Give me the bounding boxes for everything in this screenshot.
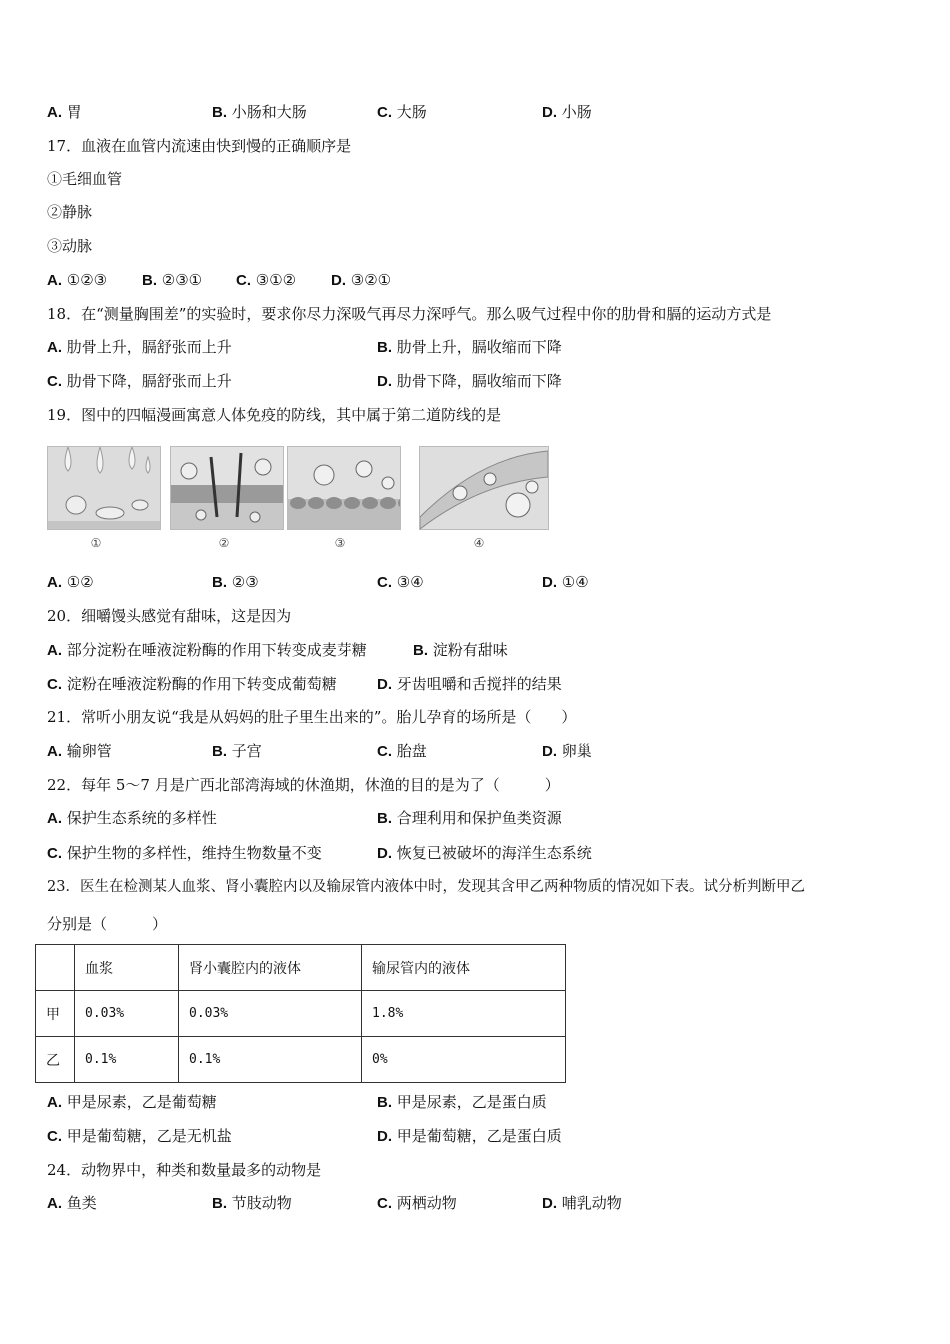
q17-item-3: ③动脉 [47,237,93,255]
q21-stem: 21．常听小朋友说“我是从妈妈的肚子里生出来的”。胎儿孕育的场所是（ ） [47,708,577,726]
q17-item-2: ②静脉 [47,203,93,221]
q19-option-d[interactable]: D. ①④ [542,573,589,591]
table-cell: 0.03% [75,991,179,1037]
q17-option-a[interactable]: A. ①②③ [47,271,108,289]
q18-option-c[interactable]: C. 肋骨下降，膈舒张而上升 [47,372,232,390]
table-cell: 0.03% [179,991,362,1037]
q17-option-d[interactable]: D. ③②① [331,271,392,289]
q23-stem-continued: 分别是（ ） [47,915,168,933]
table-header-cell [36,945,75,991]
table-cell: 甲 [36,991,75,1037]
q24-option-c[interactable]: C. 两栖动物 [377,1194,457,1212]
table-header-cell: 肾小囊腔内的液体 [179,945,362,991]
q18-stem: 18．在“测量胸围差”的实验时，要求你尽力深吸气再尽力深呼气。那么吸气过程中你的肋骨和膈的运动方式是 [47,305,772,323]
table-header-row [36,945,566,991]
cartoon-label-1: ① [90,536,102,550]
q23-option-c[interactable]: C. 甲是葡萄糖，乙是无机盐 [47,1127,232,1145]
q16-option-d[interactable]: D. 小肠 [542,103,592,121]
q21-option-d[interactable]: D. 卵巢 [542,742,592,760]
q24-stem: 24．动物界中，种类和数量最多的动物是 [47,1161,322,1179]
q23-option-d[interactable]: D. 甲是葡萄糖，乙是蛋白质 [377,1127,562,1145]
cartoon-label-2: ② [218,536,230,550]
q19-option-b[interactable]: B. ②③ [212,573,259,591]
q18-option-a[interactable]: A. 肋骨上升，膈舒张而上升 [47,338,232,356]
q17-stem: 17．血液在血管内流速由快到慢的正确顺序是 [47,137,352,155]
defense-cartoon-2 [170,446,284,530]
q18-option-b[interactable]: B. 肋骨上升，膈收缩而下降 [377,338,562,356]
q21-option-a[interactable]: A. 输卵管 [47,742,112,760]
table-cell: 0.1% [179,1037,362,1083]
table-cell: 0.1% [75,1037,179,1083]
q22-option-b[interactable]: B. 合理利用和保护鱼类资源 [377,809,562,827]
table-header-cell: 血浆 [75,945,179,991]
q22-option-d[interactable]: D. 恢复已被破坏的海洋生态系统 [377,844,592,862]
table-cell: 1.8% [362,991,566,1037]
q20-option-a[interactable]: A. 部分淀粉在唾液淀粉酶的作用下转变成麦芽糖 [47,641,367,659]
q20-option-c[interactable]: C. 淀粉在唾液淀粉酶的作用下转变成葡萄糖 [47,675,337,693]
q20-option-b[interactable]: B. 淀粉有甜味 [413,641,508,659]
cartoon-label-4: ④ [473,536,485,550]
q24-option-a[interactable]: A. 鱼类 [47,1194,97,1212]
table-cell: 乙 [36,1037,75,1083]
q16-option-a[interactable]: A. 胃 [47,103,82,121]
q23-stem: 23．医生在检测某人血浆、肾小囊腔内以及输尿管内液体中时，发现其含甲乙两种物质的情况如下表。试分析判断甲乙 [47,879,805,895]
q20-option-d[interactable]: D. 牙齿咀嚼和舌搅拌的结果 [377,675,562,693]
defense-cartoon-1 [47,446,161,530]
cartoon-label-3: ③ [334,536,346,550]
q17-option-b[interactable]: B. ②③① [142,271,203,289]
q22-stem: 22．每年 5～7 月是广西北部湾海域的休渔期，休渔的目的是为了（ ） [47,776,560,794]
q21-option-c[interactable]: C. 胎盘 [377,742,427,760]
q19-stem: 19．图中的四幅漫画寓意人体免疫的防线，其中属于第二道防线的是 [47,406,502,424]
q17-option-c[interactable]: C. ③①② [236,271,297,289]
table-row [36,1037,566,1083]
q24-option-d[interactable]: D. 哺乳动物 [542,1194,622,1212]
q17-item-1: ①毛细血管 [47,170,123,188]
defense-cartoon-3 [287,446,401,530]
q22-option-a[interactable]: A. 保护生态系统的多样性 [47,809,217,827]
q19-option-c[interactable]: C. ③④ [377,573,424,591]
q20-stem: 20．细嚼馒头感觉有甜味，这是因为 [47,607,292,625]
table-row [36,991,566,1037]
q16-option-b[interactable]: B. 小肠和大肠 [212,103,307,121]
q21-option-b[interactable]: B. 子宫 [212,742,262,760]
defense-cartoon-4 [419,446,549,530]
substance-table [35,944,566,1083]
q23-option-a[interactable]: A. 甲是尿素，乙是葡萄糖 [47,1093,217,1111]
table-header-cell: 输尿管内的液体 [362,945,566,991]
q22-option-c[interactable]: C. 保护生物的多样性，维持生物数量不变 [47,844,322,862]
q19-option-a[interactable]: A. ①② [47,573,94,591]
q16-option-c[interactable]: C. 大肠 [377,103,427,121]
table-cell: 0% [362,1037,566,1083]
q24-option-b[interactable]: B. 节肢动物 [212,1194,292,1212]
q18-option-d[interactable]: D. 肋骨下降，膈收缩而下降 [377,372,562,390]
q23-option-b[interactable]: B. 甲是尿素，乙是蛋白质 [377,1093,547,1111]
